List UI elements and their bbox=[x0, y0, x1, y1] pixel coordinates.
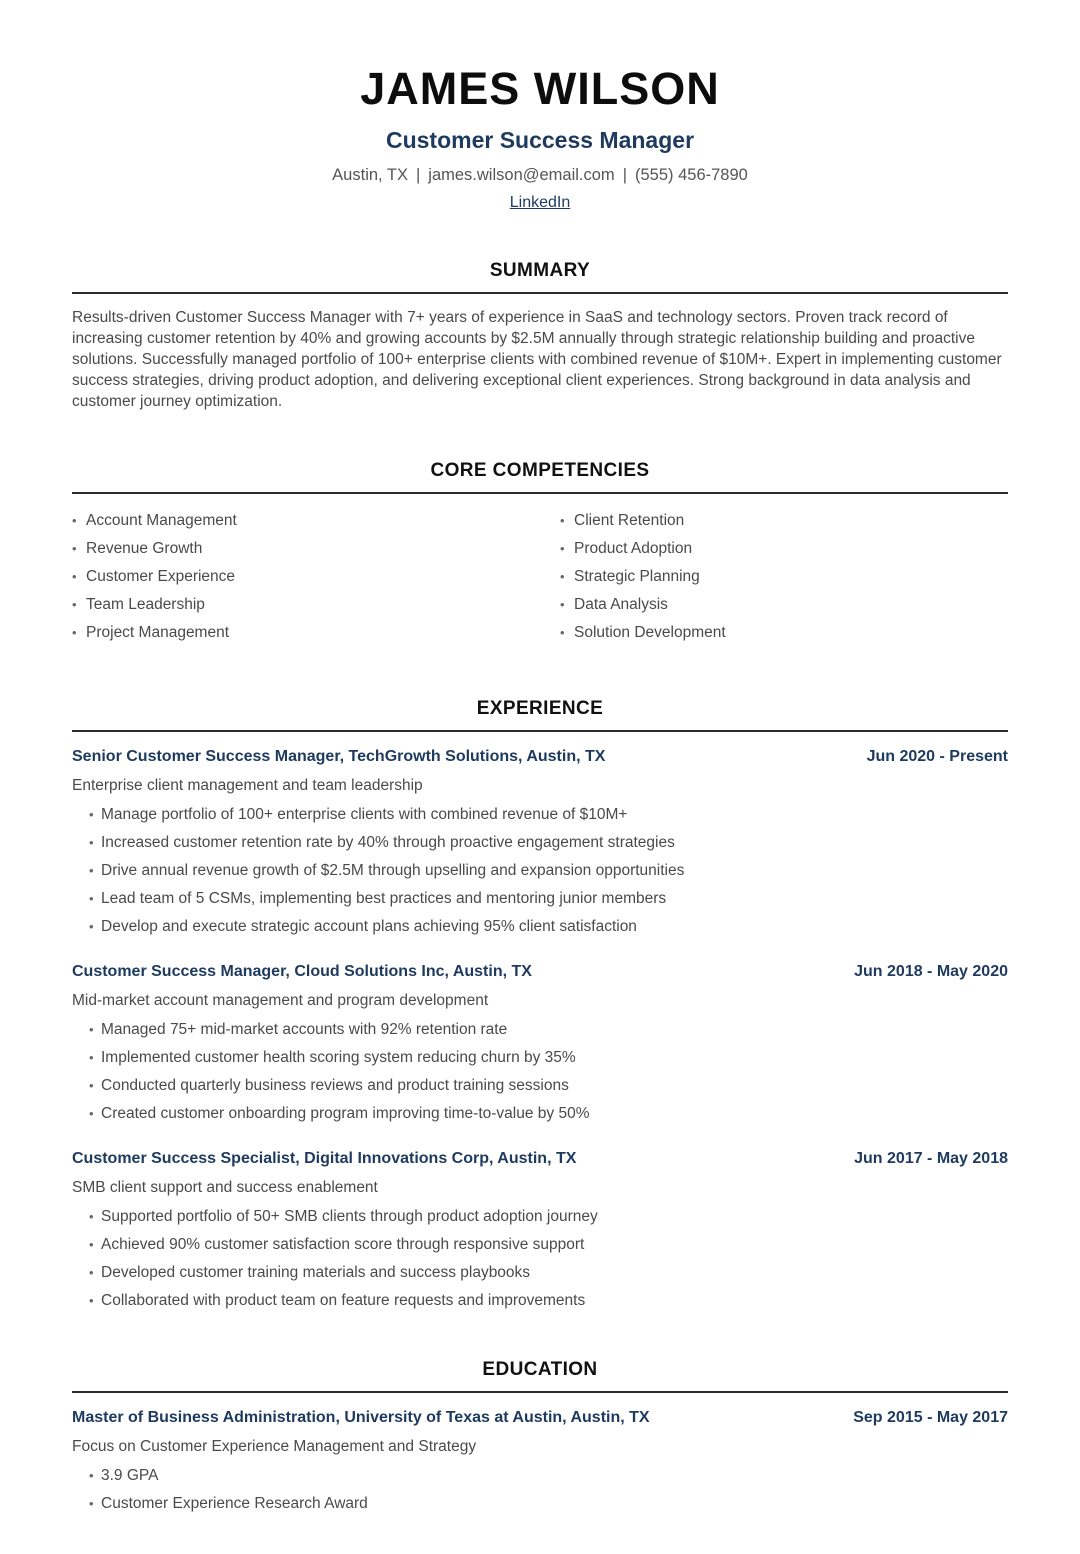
job-entry bbox=[72, 748, 1008, 937]
bullet-item bbox=[89, 888, 1008, 909]
job-entry-head bbox=[72, 963, 1008, 981]
contact-email: james.wilson@email.com bbox=[428, 165, 615, 184]
bullet-text: Developed customer training materials and success playbooks bbox=[101, 1263, 531, 1281]
job-bullet-list bbox=[72, 1206, 1008, 1311]
competency-item bbox=[72, 538, 520, 559]
job-bullet-list bbox=[72, 804, 1008, 937]
bullet-text: Achieved 90% customer satisfaction score through responsive support bbox=[101, 1235, 585, 1253]
job-dates: Jun 2018 - May 2020 bbox=[854, 962, 1008, 980]
job-entry-head bbox=[72, 1150, 1008, 1168]
job-title: Customer Success Specialist, Digital Innovations Corp, Austin, TX bbox=[72, 1149, 577, 1167]
competency-label: Product Adoption bbox=[574, 539, 693, 557]
competency-item bbox=[560, 594, 1008, 615]
contact-separator: | bbox=[416, 165, 421, 184]
bullet-icon bbox=[72, 510, 77, 531]
bullet-item bbox=[89, 916, 1008, 937]
bullet-text: Drive annual revenue growth of $2.5M through upselling and expansion opportunities bbox=[101, 861, 685, 879]
bullet-icon bbox=[89, 1206, 94, 1227]
degree-subtitle: Focus on Customer Experience Management and Strategy bbox=[72, 1437, 477, 1455]
bullet-item bbox=[89, 1465, 1008, 1486]
bullet-icon bbox=[560, 622, 565, 643]
bullet-text: Manage portfolio of 100+ enterprise clients with combined revenue of $10M+ bbox=[101, 805, 628, 823]
job-bullet-list bbox=[72, 1019, 1008, 1124]
competency-column-right bbox=[560, 510, 1008, 650]
job-entry-head bbox=[72, 748, 1008, 766]
bullet-item bbox=[89, 1493, 1008, 1514]
bullet-icon bbox=[72, 566, 77, 587]
competency-item bbox=[72, 622, 520, 643]
competency-label: Team Leadership bbox=[86, 595, 205, 613]
bullet-icon bbox=[89, 1234, 94, 1255]
bullet-icon bbox=[89, 804, 94, 825]
job-title: Senior Customer Success Manager, TechGrowth Solutions, Austin, TX bbox=[72, 747, 606, 765]
bullet-icon bbox=[89, 1290, 94, 1311]
competency-item bbox=[560, 510, 1008, 531]
bullet-icon bbox=[89, 888, 94, 909]
education-entry-head bbox=[72, 1409, 1008, 1427]
competency-column-left bbox=[72, 510, 520, 650]
linkedin-line bbox=[72, 194, 1008, 212]
section-divider bbox=[72, 492, 1008, 494]
bullet-icon bbox=[89, 1075, 94, 1096]
bullet-item bbox=[89, 1234, 1008, 1255]
bullet-text: 3.9 GPA bbox=[101, 1466, 159, 1484]
bullet-icon bbox=[560, 566, 565, 587]
bullet-icon bbox=[560, 538, 565, 559]
competency-label: Revenue Growth bbox=[86, 539, 203, 557]
education-heading: EDUCATION bbox=[482, 1358, 598, 1380]
summary-text: Results-driven Customer Success Manager with 7+ years of experience in SaaS and technology sectors. Proven track record of increasing customer retention by 40% and growing accounts by $2.5M annually through strategic relationship building and proactive solutions. Successfully managed portfolio of 100+ enterprise clients with combined revenue of $10M+. Expert in implementing customer success strategies, driving product adoption, and delivering exceptional client experiences. Strong background in data analysis and customer journey optimization. bbox=[72, 308, 1002, 410]
competency-item bbox=[560, 622, 1008, 643]
candidate-title: Customer Success Manager bbox=[385, 126, 695, 153]
competency-label: Client Retention bbox=[574, 511, 685, 529]
education-entry bbox=[72, 1409, 1008, 1514]
bullet-icon bbox=[89, 916, 94, 937]
experience-heading: EXPERIENCE bbox=[476, 697, 604, 719]
bullet-item bbox=[89, 1075, 1008, 1096]
bullet-icon bbox=[89, 1493, 94, 1514]
section-experience bbox=[72, 698, 1008, 1311]
bullet-icon bbox=[89, 1019, 94, 1040]
competency-item bbox=[560, 538, 1008, 559]
job-dates: Jun 2020 - Present bbox=[866, 747, 1008, 765]
section-divider bbox=[72, 1391, 1008, 1393]
bullet-item bbox=[89, 1262, 1008, 1283]
bullet-text: Conducted quarterly business reviews and product training sessions bbox=[101, 1076, 569, 1094]
bullet-text: Supported portfolio of 50+ SMB clients through product adoption journey bbox=[101, 1207, 598, 1225]
candidate-name: JAMES WILSON bbox=[360, 63, 720, 114]
section-core-competencies bbox=[72, 460, 1008, 650]
bullet-icon bbox=[72, 594, 77, 615]
bullet-icon bbox=[89, 832, 94, 853]
competency-grid bbox=[72, 510, 1008, 650]
resume-header bbox=[72, 64, 1008, 212]
bullet-icon bbox=[560, 510, 565, 531]
job-title: Customer Success Manager, Cloud Solutions Inc, Austin, TX bbox=[72, 962, 532, 980]
competency-label: Solution Development bbox=[574, 623, 726, 641]
bullet-text: Managed 75+ mid-market accounts with 92% retention rate bbox=[101, 1020, 508, 1038]
competency-item bbox=[560, 566, 1008, 587]
bullet-icon bbox=[72, 538, 77, 559]
section-divider bbox=[72, 292, 1008, 294]
job-subtitle: Mid-market account management and program development bbox=[72, 991, 489, 1009]
bullet-icon bbox=[89, 1262, 94, 1283]
bullet-icon bbox=[72, 622, 77, 643]
bullet-item bbox=[89, 1047, 1008, 1068]
bullet-text: Increased customer retention rate by 40% through proactive engagement strategies bbox=[101, 833, 675, 851]
bullet-icon bbox=[89, 1465, 94, 1486]
bullet-text: Collaborated with product team on feature requests and improvements bbox=[101, 1291, 586, 1309]
bullet-item bbox=[89, 1019, 1008, 1040]
section-education bbox=[72, 1359, 1008, 1514]
bullet-text: Lead team of 5 CSMs, implementing best practices and mentoring junior members bbox=[101, 889, 667, 907]
section-summary bbox=[72, 260, 1008, 412]
bullet-item bbox=[89, 804, 1008, 825]
bullet-item bbox=[89, 1206, 1008, 1227]
competency-label: Project Management bbox=[86, 623, 230, 641]
competencies-heading: CORE COMPETENCIES bbox=[430, 459, 650, 481]
bullet-icon bbox=[89, 1047, 94, 1068]
contact-line bbox=[72, 166, 1008, 185]
job-subtitle: Enterprise client management and team leadership bbox=[72, 776, 423, 794]
competency-label: Customer Experience bbox=[86, 567, 236, 585]
contact-phone: (555) 456-7890 bbox=[634, 165, 748, 184]
competency-label: Account Management bbox=[86, 511, 237, 529]
bullet-item bbox=[89, 860, 1008, 881]
bullet-text: Develop and execute strategic account plans achieving 95% client satisfaction bbox=[101, 917, 637, 935]
bullet-text: Implemented customer health scoring system reducing churn by 35% bbox=[101, 1048, 576, 1066]
education-bullet-list bbox=[72, 1465, 1008, 1514]
bullet-text: Created customer onboarding program improving time-to-value by 50% bbox=[101, 1104, 590, 1122]
linkedin-link[interactable]: LinkedIn bbox=[509, 193, 571, 211]
bullet-item bbox=[89, 1103, 1008, 1124]
job-subtitle: SMB client support and success enablement bbox=[72, 1178, 378, 1196]
competency-item bbox=[72, 594, 520, 615]
competency-item bbox=[72, 510, 520, 531]
job-entry bbox=[72, 1150, 1008, 1311]
summary-heading: SUMMARY bbox=[489, 259, 591, 281]
bullet-icon bbox=[560, 594, 565, 615]
bullet-icon bbox=[89, 1103, 94, 1124]
competency-label: Data Analysis bbox=[574, 595, 668, 613]
degree-title: Master of Business Administration, University of Texas at Austin, Austin, TX bbox=[72, 1408, 650, 1426]
job-entry bbox=[72, 963, 1008, 1124]
competency-label: Strategic Planning bbox=[574, 567, 700, 585]
bullet-icon bbox=[89, 860, 94, 881]
degree-dates: Sep 2015 - May 2017 bbox=[853, 1408, 1008, 1426]
competency-item bbox=[72, 566, 520, 587]
contact-separator: | bbox=[622, 165, 627, 184]
bullet-text: Customer Experience Research Award bbox=[101, 1494, 368, 1512]
bullet-item bbox=[89, 1290, 1008, 1311]
section-divider bbox=[72, 730, 1008, 732]
job-dates: Jun 2017 - May 2018 bbox=[854, 1149, 1008, 1167]
contact-location: Austin, TX bbox=[332, 165, 408, 184]
bullet-item bbox=[89, 832, 1008, 853]
